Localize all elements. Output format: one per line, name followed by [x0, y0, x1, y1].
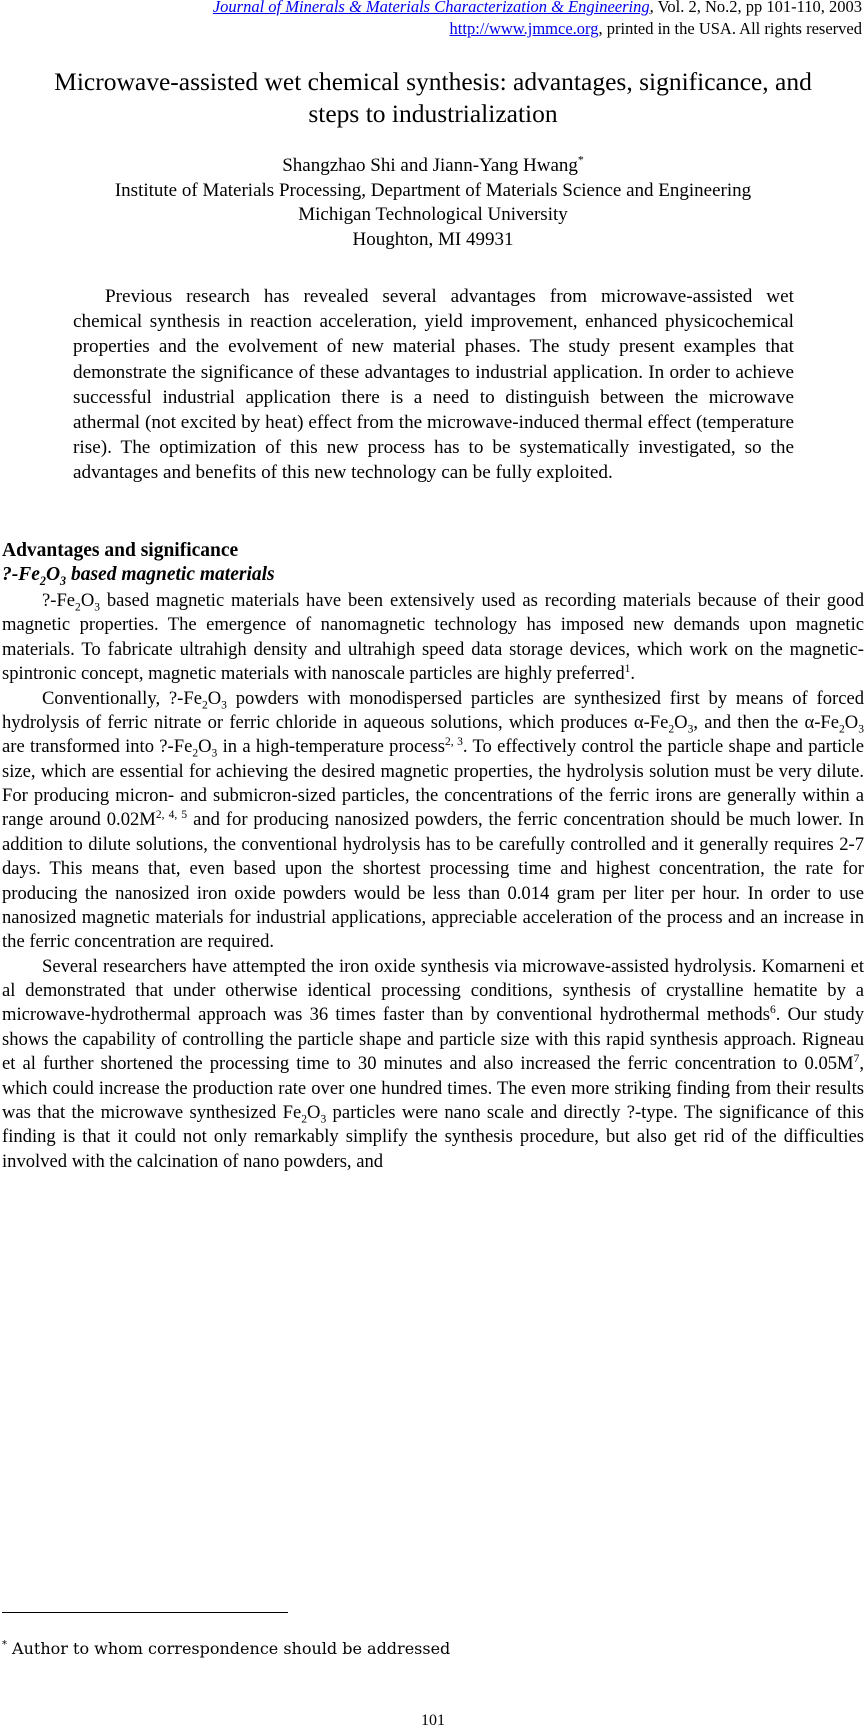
volume-info: , Vol. 2, No.2, pp 101-110, 2003 [649, 0, 862, 16]
author-footnote-marker: * [577, 153, 584, 167]
section-heading: Advantages and significance [2, 540, 239, 561]
rights-statement: , printed in the USA. All rights reserved [598, 19, 862, 38]
journal-name-link[interactable]: Journal of Minerals & Materials Characterization & Engineering [212, 0, 650, 16]
footnote [2, 1639, 450, 1659]
body-text [2, 589, 864, 1174]
body-paragraph-1: $?-Fe_2O_3$ based magnetic materials have been extensively used as recording materials because of their good magnetic properties. The emergence of nanomagnetic technology has imposed new demands upon magnetic materials. To fabricate ultrahigh density and ultrahigh speed data storage devices, which work on the magnetic-spintronic concept, magnetic materials with nanoscale particles are highly preferred$^1$. [2, 590, 864, 685]
title-line-2: steps to industrialization [308, 99, 558, 128]
title-line-1: Microwave-assisted wet chemical synthesis: advantages, significance, and [54, 67, 812, 96]
author-block [0, 154, 866, 252]
abstract-text: Previous research has revealed several advantages from microwave-assisted wet chemical synthesis in reaction acceleration, yield improvement, enhanced physicochemical properties and the evolvement of new material phases. The study present examples that demonstrate the significance of these advantages to industrial application. In order to achieve successful industrial application there is a need to distinguish between the microwave athermal (not excited by heat) effect from the microwave-induced thermal effect (temperature rise). The optimization of this new process has to be systematically investigated, so the advantages and benefits of this new technology can be fully exploited. [73, 286, 794, 484]
affiliation-line-1: Institute of Materials Processing, Department of Materials Science and Engineering [114, 179, 752, 201]
affiliation-address: Houghton, MI 49931 [352, 228, 514, 250]
subsection-heading: $?-Fe_2O_3$ based magnetic materials [2, 564, 275, 588]
affiliation-line-2: Michigan Technological University [298, 204, 568, 226]
body-paragraph-2: Conventionally, $?-Fe_2O_3$ powders with monodispersed particles are synthesized first by means of forced hydrolysis of ferric nitrate or ferric chloride in aqueous solutions, which produces $\alpha-Fe_2O_3$, and then the $\alpha-Fe_2O_3$ are transformed into $?-Fe_2O_3$ in a high-temperature process$^{2, 3}$. To effectively control the particle shape and particle size, which are essential for achieving the desired magnetic properties, the hydrolysis solution must be very dilute. For producing micron- and submicron-sized particles, the concentrations of the ferric irons are generally within a range around $0.02M^{2, 4, 5}$ and for producing nanosized powders, the ferric concentration should be much lower. In addition to dilute solutions, the conventional hydrolysis has to be carefully controlled and it generally requires 2-7 days. This means that, even based upon the shortest processing time and highest concentration, the rate for producing the nanosized iron oxide powders would be less than 0.014 gram per liter per hour. In order to use nanosized magnetic materials for industrial applications, appreciable acceleration of the process and an increase in the ferric concentration are required. [2, 687, 864, 953]
journal-url-link[interactable]: http://www.jmmce.org [449, 19, 599, 38]
paper-title [0, 66, 866, 130]
body-paragraph-3: Several researchers have attempted the iron oxide synthesis via microwave-assisted hydrolysis. Komarneni et al demonstrated that under otherwise identical processing conditions, synthesis of crystalline hematite by a microwave-hydrothermal approach was 36 times faster than by conventional hydrothermal methods$^6$. Our study shows the capability of controlling the particle shape and particle size with this rapid synthesis approach. Rigneau et al further shortened the processing time to 30 minutes and also increased the ferric concentration to $0.05M^7$, which could increase the production rate over one hundred times. The even more striking finding from their results was that the microwave synthesized $Fe_2O_3$ particles were nano scale and directly ?-type. The significance of this finding is that it could not only remarkably simplify the synthesis procedure, but also get rid of the difficulties involved with the calcination of nano powders, and [2, 955, 865, 1172]
page-number: 101 [421, 1712, 445, 1729]
author-names: Shangzhao Shi and Jiann-Yang Hwang* [282, 153, 584, 176]
abstract [73, 284, 794, 486]
running-header-journal [213, 0, 862, 16]
running-header-url [450, 19, 862, 38]
footnote-rule [2, 1612, 288, 1613]
footnote-text: Author to whom correspondence should be addressed [12, 1639, 451, 1658]
footnote-marker: * [2, 1639, 7, 1651]
